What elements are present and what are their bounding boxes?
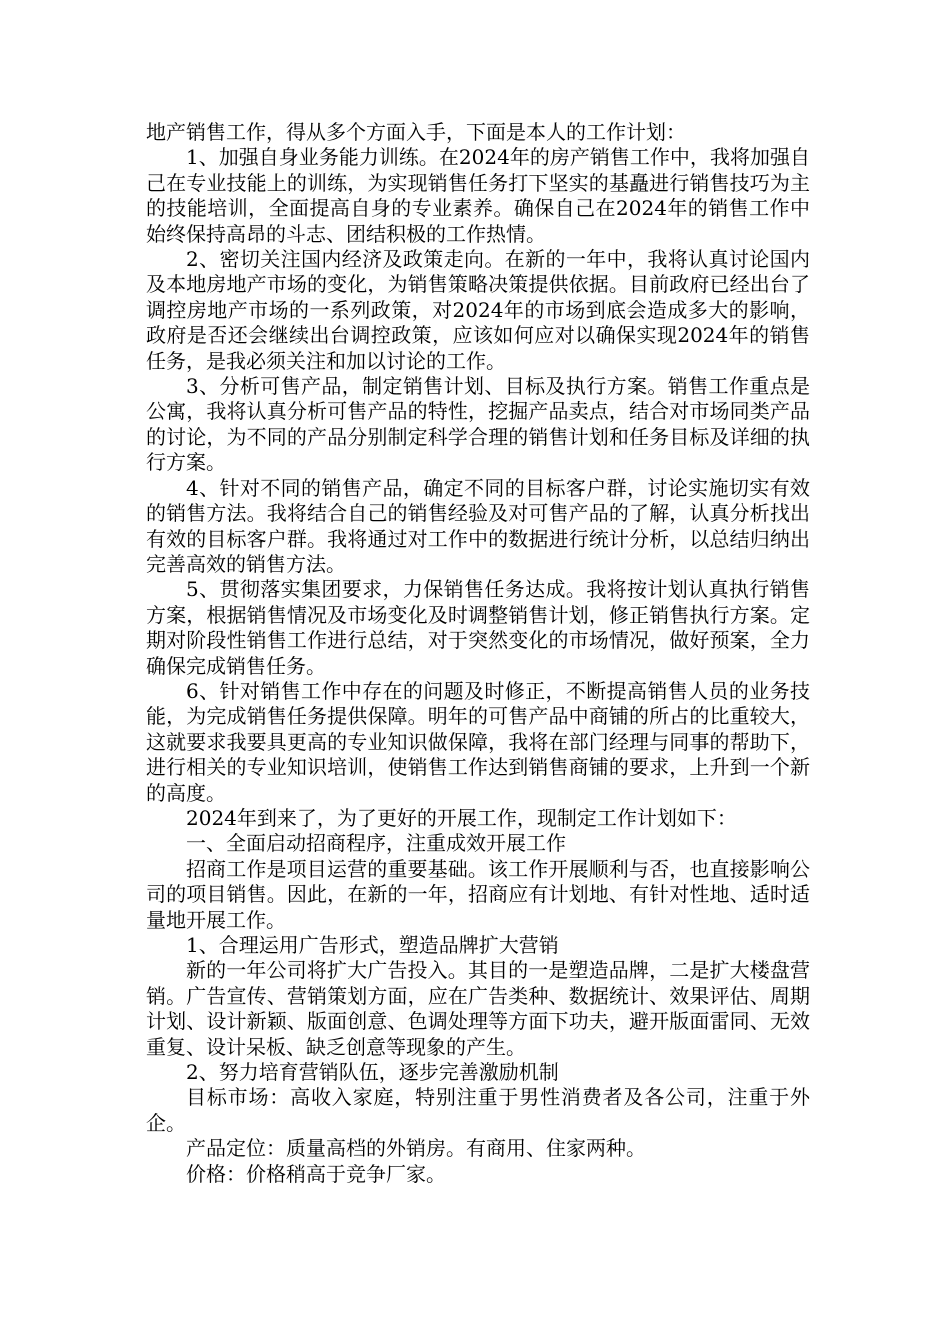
paragraph-advertising: 新的一年公司将扩大广告投入。其目的一是塑造品牌，二是扩大楼盘营销。广告宣传、营销策划方面，应在广告类种、数据统计、效果评估、周期计划、设计新颖、版面创意、色调处理等方面下功夫，避开版面雷同、无效重复、设计呆板、缺乏创意等现象的产生。	[146, 958, 810, 1059]
document-body	[146, 120, 810, 1187]
paragraph-item-3: 3、分析可售产品，制定销售计划、目标及执行方案。销售工作重点是公寓，我将认真分析可售产品的特性，挖掘产品卖点，结合对市场同类产品的讨论，为不同的产品分别制定科学合理的销售计划和任务目标及详细的执行方案。	[146, 374, 810, 475]
paragraph-price: 价格：价格稍高于竞争厂家。	[186, 1161, 446, 1186]
paragraph-item-1: 1、加强自身业务能力训练。在2024年的房产销售工作中，我将加强自己在专业技能上的训练，为实现销售任务打下坚实的基矗进行销售技巧为主的技能培训，全面提高自身的专业素养。确保自己在2024年的销售工作中始终保持高昂的斗志、团结积极的工作热情。	[146, 145, 810, 246]
subheading-advertising: 1、合理运用广告形式，塑造品牌扩大营销	[186, 933, 559, 957]
paragraph-item-5: 5、贯彻落实集团要求，力保销售任务达成。我将按计划认真执行销售方案，根据销售情况及市场变化及时调整销售计划，修正销售执行方案。定期对阶段性销售工作进行总结，对于突然变化的市场情况，做好预案，全力确保完成销售任务。	[146, 577, 810, 678]
subheading-sales-team: 2、努力培育营销队伍，逐步完善激励机制	[186, 1060, 559, 1085]
paragraph-plan-intro: 2024年到来了，为了更好的开展工作，现制定工作计划如下：	[186, 805, 737, 830]
paragraph-product-position: 产品定位：质量高档的外销房。有商用、住家两种。	[186, 1136, 646, 1161]
paragraph-item-6: 6、针对销售工作中存在的问题及时修正，不断提高销售人员的业务技能，为完成销售任务提供保障。明年的可售产品中商铺的所占的比重较大，这就要求我要具更高的专业知识做保障，我将在部门经理与同事的帮助下，进行相关的专业知识培训，使销售工作达到销售商铺的要求，上升到一个新的高度。	[146, 678, 810, 805]
paragraph-target-market: 目标市场：高收入家庭，特别注重于男性消费者及各公司，注重于外企。	[146, 1085, 810, 1135]
paragraph-item-2: 2、密切关注国内经济及政策走向。在新的一年中，我将认真讨论国内及本地房地产市场的变化，为销售策略决策提供依据。目前政府已经出台了调控房地产市场的一系列政策，对2024年的市场到底会造成多大的影响，政府是否还会继续出台调控政策，应该如何应对以确保实现2024年的销售任务，是我必须关注和加以讨论的工作。	[146, 247, 810, 373]
paragraph-item-4: 4、针对不同的销售产品，确定不同的目标客户群，讨论实施切实有效的销售方法。我将结合自己的销售经验及对可售产品的了解，认真分析找出有效的目标客户群。我将通过对工作中的数据进行统计分析，以总结归纳出完善高效的销售方法。	[146, 475, 810, 576]
paragraph-intro: 地产销售工作，得从多个方面入手，下面是本人的工作计划：	[146, 120, 686, 144]
section-heading-1: 一、全面启动招商程序，注重成效开展工作	[186, 831, 566, 856]
paragraph-recruitment: 招商工作是项目运营的重要基础。该工作开展顺利与否，也直接影响公司的项目销售。因此，在新的一年，招商应有计划地、有针对性地、适时适量地开展工作。	[146, 856, 810, 932]
